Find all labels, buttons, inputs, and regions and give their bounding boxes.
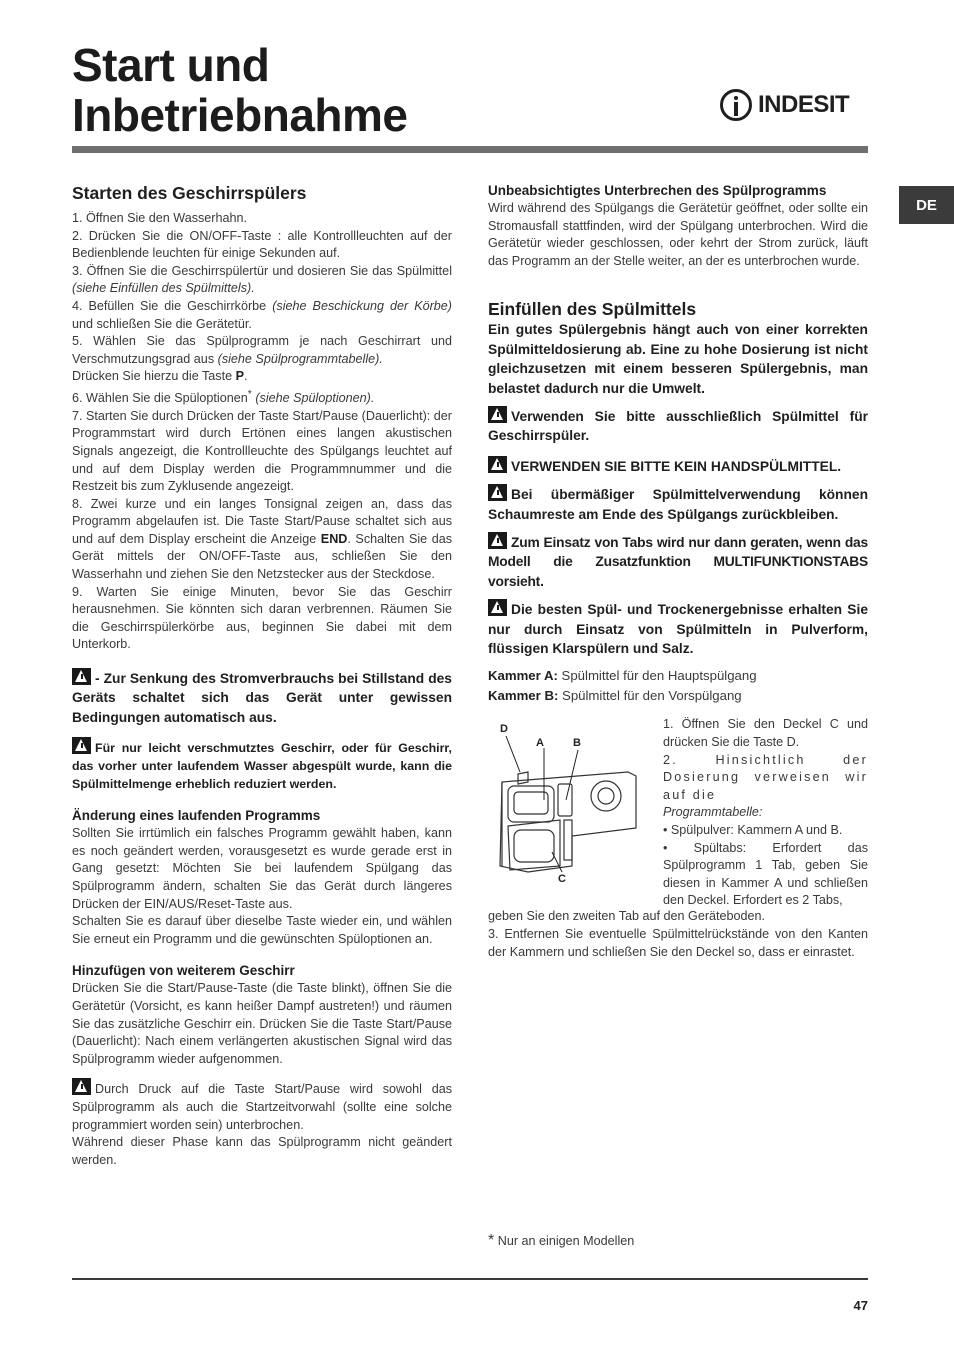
dispenser-bullet-1: • Spülpulver: Kammern A und B. <box>663 823 843 838</box>
detergent-warning-3 <box>488 484 868 524</box>
step-4-end: und schließen Sie die Gerätetür. <box>72 316 252 331</box>
step-4 <box>72 298 452 333</box>
label-a: A <box>536 737 544 750</box>
brand-logo <box>720 86 870 124</box>
dispenser-bullet-2: • Spültabs: Erfordert das Spülprogramm 1 Tab, geben Sie diesen in Kammer A und schließen den Deckel. Erfordert es 2 Tabs, <box>663 840 868 908</box>
warning-standby <box>72 668 452 727</box>
kammer-a-text: Spülmittel für den Hauptspülgang <box>561 668 757 684</box>
dispenser-continue: geben Sie den zweiten Tab auf den Geräteboden. <box>488 909 766 924</box>
dispenser-step-2: 2. Hinsichtlich der Dosierung verweisen wir auf die <box>663 752 868 802</box>
detergent-warning-5 <box>488 599 868 658</box>
detergent-warning-5-text: Die besten Spül- und Trockenergebnisse erhalten Sie nur durch Einsatz von Spülmitteln in Pulverform, flüssigen Klarspülern und Salz. <box>488 602 868 657</box>
title-line-2: Inbetriebnahme <box>72 89 408 141</box>
warning-detergent-amount <box>72 737 452 793</box>
label-b: B <box>573 737 581 750</box>
warning-icon <box>488 406 507 423</box>
interrupt-text: Wird während des Spülgangs die Gerätetür geöffnet, oder sollte ein Stromausfall stattfinden, wird der Spülgang unterbrochen. Wird die Gerätetür wieder geschlossen, oder kehrt der Strom zurück, läuft das Programm an der Stelle weiter, an der es unterbrochen wurde. <box>488 201 868 268</box>
label-d: D <box>500 723 508 736</box>
kammer-b <box>488 686 868 706</box>
footnote-marker: * <box>247 387 252 400</box>
step-8-text: 8. Zwei kurze und ein langes Tonsignal zeigen an, dass das Programm abgelaufen ist. Die Taste Start/Pause schaltet sich aus und auf dem Display erscheint die Anzeige <box>72 496 452 546</box>
footnote <box>488 1232 634 1250</box>
step-6-ref: (siehe Spüloptionen). <box>255 391 375 406</box>
warning-start-pause-after: Während dieser Phase kann das Spülprogramm nicht geändert werden. <box>72 1135 452 1167</box>
subheading-change-program: Änderung eines laufenden Programms <box>72 808 321 824</box>
right-column <box>488 182 868 961</box>
step-7: 7. Starten Sie durch Drücken der Taste Start/Pause (Dauerlicht): der Programmstart wird durch Ertönen eines langen akustischen Signals angezeigt, die Kontrollleuchte des Spülgangs leuchtet auf und auf dem Display werden die Programmnummer und die Restzeit bis zum Zyklusende angezeigt. <box>72 408 452 494</box>
detergent-warning-4 <box>488 532 868 591</box>
footer-rule <box>72 1278 868 1280</box>
kammer-b-text: Spülmittel für den Vorspülgang <box>562 688 742 704</box>
detergent-warning-1 <box>488 406 868 446</box>
change-program-text-2: Schalten Sie es darauf über dieselbe Taste wieder ein, und wählen Sie erneut ein Programm und die gewünschten Spüloptionen an. <box>72 914 452 946</box>
step-3-ref: (siehe Einfüllen des Spülmittels). <box>72 281 255 296</box>
step-8-cont: . Schalten Sie das Gerät mittels der ON/OFF-Taste aus, schließen Sie den Wasserhahn und ziehen Sie den Netzstecker aus der Steckdose. <box>72 531 453 582</box>
change-program-text-1: Sollten Sie irrtümlich ein falsches Programm gewählt haben, kann es noch geändert werden, vorausgesetzt es wurde gerade erst in Gang gesetzt: Möchten Sie bei laufendem Spülgang das Spülprogramm ändern, schalten Sie das Gerät durch längeres Drücken der EIN/AUS/Reset-Taste aus. <box>72 826 452 911</box>
step-8 <box>72 496 452 584</box>
footnote-star: * <box>488 1232 495 1249</box>
warning-start-pause-text: Durch Druck auf die Taste Start/Pause wird sowohl das Spülprogramm als auch die Startzeitvorwahl (sollte eine solche programmiert worden sein) unterbrochen. <box>72 1082 452 1132</box>
dispenser-step-3: 3. Entfernen Sie eventuelle Spülmittelrückstände von den Kanten der Kammern und schließen Sie den Deckel so, dass er einrastet. <box>488 927 868 959</box>
warning-start-pause <box>72 1078 452 1134</box>
header-rule <box>72 146 868 153</box>
detergent-warning-2 <box>488 456 868 476</box>
step-4-text: 4. Befüllen Sie die Geschirrkörbe <box>72 298 267 313</box>
step-5-key-text: Drücken Sie hierzu die Taste <box>72 369 233 384</box>
dispenser-instructions <box>663 716 868 910</box>
warning-icon <box>488 484 507 501</box>
step-8-end-label: END <box>320 531 348 546</box>
section-heading-detergent: Einfüllen des Spülmittels <box>488 299 697 320</box>
step-5-ref: (siehe Spülprogrammtabelle). <box>217 351 383 366</box>
warning-icon <box>72 668 91 685</box>
step-5-key: P <box>235 369 244 384</box>
page-title <box>72 40 408 140</box>
brand-i-icon <box>720 89 752 121</box>
step-5: 5. Wählen Sie das Spülprogramm je nach Geschirrart und Verschmutzungsgrad aus (siehe Spülprogrammtabelle). Drücken Sie hierzu die Taste P. <box>72 334 452 384</box>
detergent-warning-4-text: Zum Einsatz von Tabs wird nur dann geraten, wenn das Modell die Zusatzfunktion MULTIFUNKTIONSTABS vorsieht. <box>488 535 868 589</box>
step-6 <box>72 386 452 408</box>
dispenser-section <box>488 716 868 908</box>
language-tab: DE <box>899 186 954 224</box>
brand-name: INDESIT <box>758 91 850 118</box>
warning-standby-text: - Zur Senkung des Stromverbrauchs bei Stillstand des Geräts schaltet sich das Gerät unter gewissen Bedingungen automatisch aus. <box>72 671 452 725</box>
step-4-ref: (siehe Beschickung der Körbe) <box>272 298 453 313</box>
subheading-interrupt: Unbeabsichtigtes Unterbrechen des Spülprogramms <box>488 183 827 198</box>
step-1: 1. Öffnen Sie den Wasserhahn. <box>72 211 248 225</box>
warning-icon <box>72 737 91 754</box>
page-number: 47 <box>853 1298 868 1313</box>
step-2: 2. Drücken Sie die ON/OFF-Taste : alle Kontrollleuchten auf der Bedienblende leuchten für einige Sekunden auf. <box>72 228 452 261</box>
step-9: 9. Warten Sie einige Minuten, bevor Sie das Geschirr herausnehmen. Sie könnten sich daran verbrennen. Räumen Sie die Geschirrspülerkörbe aus, beginnen Sie dabei mit dem Unterkorb. <box>72 584 452 652</box>
add-dishes-text: Drücken Sie die Start/Pause-Taste (die Taste blinkt), öffnen Sie die Gerätetür (Vorsicht, es kann heißer Dampf austreten!) und räumen Sie das zusätzliche Geschirr ein. Drücken Sie die Taste Start/Pause (Dauerlicht): Nach einem verlängerten akustischen Signal wird das Spülprogramm wieder aufgenommen. <box>72 981 452 1066</box>
detergent-dispenser-diagram <box>488 716 648 886</box>
detergent-intro: Ein gutes Spülergebnis hängt auch von einer korrekten Spülmitteldosierung ab. Eine zu hohe Dosierung ist nicht gleichzusetzen mit einem besseren Spülergebnis, man belastet dadurch nur die Umwelt. <box>488 322 868 396</box>
warning-icon <box>488 456 507 473</box>
kammer-b-label: Kammer B: <box>488 688 559 704</box>
title-line-1: Start und <box>72 39 270 91</box>
warning-icon <box>72 1078 91 1095</box>
subheading-add-dishes: Hinzufügen von weiterem Geschirr <box>72 963 295 979</box>
warning-detergent-text: Für nur leicht verschmutztes Geschirr, oder für Geschirr, das vorher unter laufendem Wasser abgespült wurde, kann die Spülmittelmenge erheblich reduziert werden. <box>72 741 452 792</box>
step-3-text: 3. Öffnen Sie die Geschirrspülertür und dosieren Sie das Spülmittel <box>72 263 452 278</box>
warning-icon <box>488 532 507 549</box>
detergent-warning-1-text: Verwenden Sie bitte ausschließlich Spülmittel für Geschirrspüler. <box>488 409 868 444</box>
footnote-text: Nur an einigen Modellen <box>497 1234 635 1248</box>
left-column <box>72 182 452 1169</box>
dispenser-step-2-ref: Programmtabelle: <box>663 805 763 820</box>
step-6-text: 6. Wählen Sie die Spüloptionen <box>72 391 248 406</box>
detergent-warning-2-text: VERWENDEN SIE BITTE KEIN HANDSPÜLMITTEL. <box>511 458 842 474</box>
kammer-a <box>488 666 868 686</box>
step-5-text: 5. Wählen Sie das Spülprogramm je nach Geschirrart und Verschmutzungsgrad aus <box>72 334 452 366</box>
step-3 <box>72 263 452 298</box>
kammer-a-label: Kammer A: <box>488 668 558 684</box>
dispenser-step-1: 1. Öffnen Sie den Deckel C und drücken Sie die Taste D. <box>663 717 868 750</box>
detergent-warning-3-text: Bei übermäßiger Spülmittelverwendung können Schaumreste am Ende des Spülgangs zurückbleiben. <box>488 487 868 522</box>
section-heading-start: Starten des Geschirrspülers <box>72 183 307 203</box>
warning-icon <box>488 599 507 616</box>
label-c: C <box>558 873 566 886</box>
